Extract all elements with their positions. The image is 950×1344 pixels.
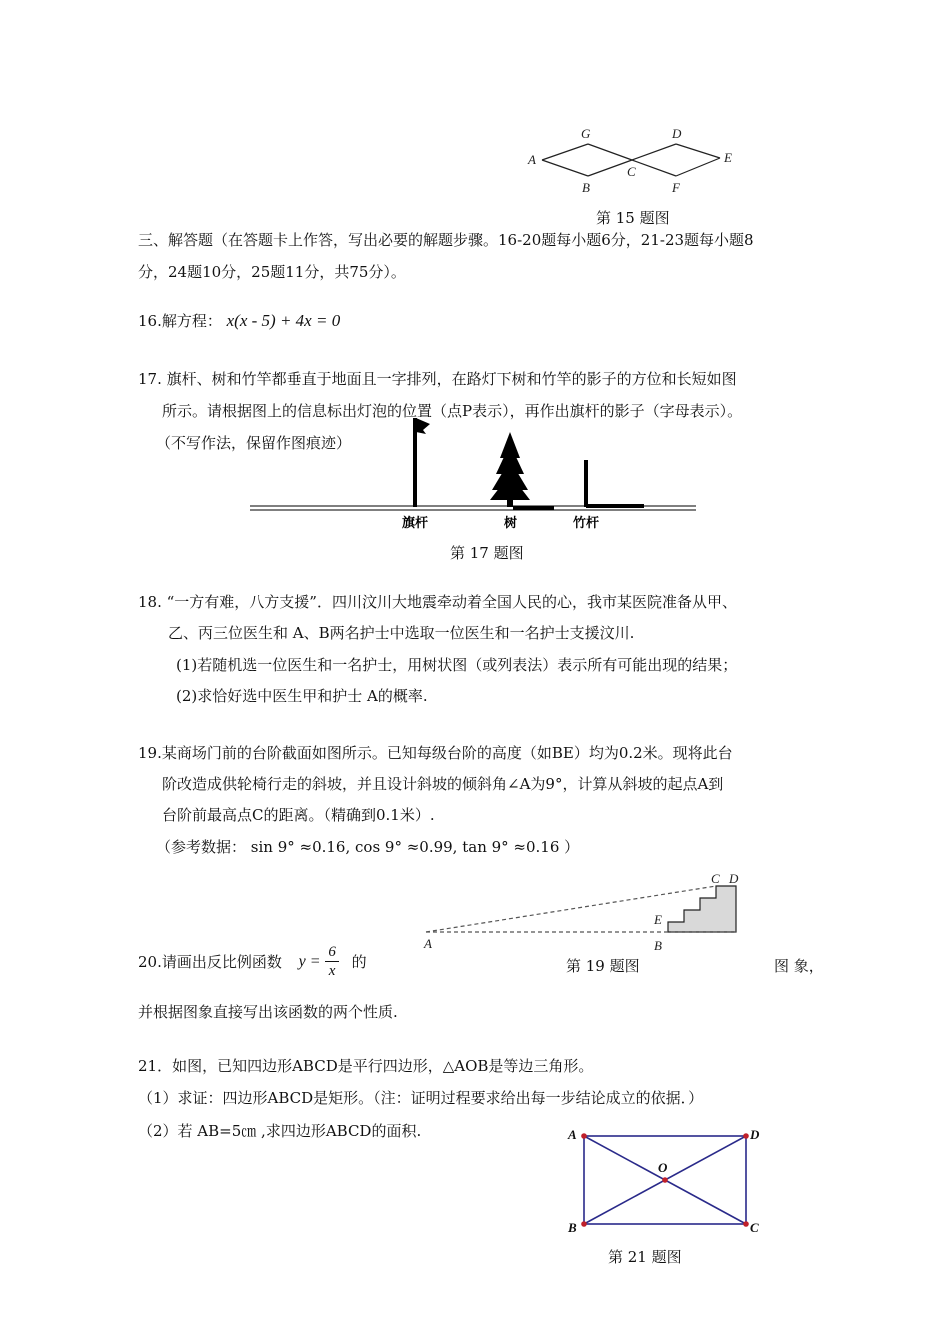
question-20 — [138, 943, 367, 980]
staircase — [668, 886, 736, 932]
point-label-G: G — [581, 126, 591, 141]
segment-DE — [676, 144, 720, 158]
question-20-line2: 并根据图象直接写出该函数的两个性质. — [138, 1003, 398, 1021]
question-20-right-text: 图 象， — [774, 957, 824, 975]
question-16 — [138, 310, 340, 331]
bamboo-label: 竹杆 — [573, 515, 600, 530]
question-19-line1: 19.某商场门前的台阶截面如图所示。已知每级台阶的高度（如BE）均为0.2米。现将此台 — [138, 744, 733, 762]
tree-label: 树 — [504, 515, 518, 530]
flagpole-label: 旗杆 — [402, 515, 429, 530]
question-20-fraction — [325, 943, 339, 980]
figure-17 — [248, 410, 698, 535]
question-20-prefix: 20.请画出反比例函数 — [138, 953, 282, 971]
point-label-B: B — [568, 1220, 577, 1235]
tree-icon — [490, 432, 530, 507]
figure-15 — [520, 120, 750, 200]
question-19-reference-data: （参考数据： sin 9° ≈0.16, cos 9° ≈0.99, tan 9° ≈0.16 ） — [156, 838, 580, 856]
fraction-numerator: 6 — [325, 943, 339, 962]
point-label-D: D — [672, 126, 682, 141]
question-18-line2: 乙、丙三位医生和 A、B两名护士中选取一位医生和一名护士支援汶川. — [168, 624, 635, 642]
question-16-label: 16.解方程： — [138, 312, 222, 330]
fraction-denominator: x — [328, 963, 336, 979]
point-label-D: D — [729, 872, 739, 886]
question-18-item2: (2)求恰好选中医生甲和护士 A的概率. — [176, 687, 428, 705]
question-17-line1: 17. 旗杆、树和竹竿都垂直于地面且一字排列，在路灯下树和竹竿的影子的方位和长短如图 — [138, 370, 737, 388]
segment-AG — [542, 144, 588, 160]
vertex-A — [581, 1133, 587, 1139]
question-17-line2: 所示。请根据图上的信息标出灯泡的位置（点P表示），再作出旗杆的影子（字母表示）。 — [162, 402, 743, 420]
vertex-B — [581, 1221, 587, 1227]
point-label-A: A — [568, 1127, 577, 1142]
segment-GC — [588, 144, 632, 160]
point-label-A: A — [528, 152, 536, 167]
figure-19 — [418, 872, 748, 954]
figure-21 — [560, 1122, 770, 1240]
section-3-heading-line2: 分，24题10分，25题11分，共75分）。 — [138, 263, 406, 281]
figure-15-caption: 第 15 题图 — [596, 209, 670, 227]
question-20-lhs: y = — [298, 952, 321, 970]
point-label-E: E — [724, 150, 732, 165]
question-21-line1: 21．如图，已知四边形ABCD是平行四边形，△AOB是等边三角形。 — [138, 1057, 594, 1075]
point-label-D: D — [750, 1127, 760, 1142]
point-label-C: C — [711, 872, 720, 886]
question-18-line1: 18. “一方有难，八方支援”．四川汶川大地震牵动着全国人民的心，我市某医院准备从甲、 — [138, 593, 737, 611]
question-19-line2: 阶改造成供轮椅行走的斜坡，并且设计斜坡的倾斜角∠A为9°，计算从斜坡的起点A到 — [162, 775, 724, 793]
point-label-B: B — [582, 180, 590, 195]
figure-21-caption: 第 21 题图 — [608, 1248, 682, 1266]
question-16-equation: x(x - 5) + 4x = 0 — [226, 311, 341, 330]
question-21-item1: （1）求证：四边形ABCD是矩形。（注：证明过程要求给出每一步结论成立的依据．） — [138, 1089, 704, 1107]
segment-FE — [676, 158, 720, 176]
segment-CD — [632, 144, 676, 160]
question-19-line3: 台阶前最高点C的距离。（精确到0.1米）. — [162, 806, 435, 824]
vertex-D — [743, 1133, 749, 1139]
point-label-O: O — [658, 1160, 668, 1175]
vertex-O — [662, 1177, 668, 1183]
segment-AB — [542, 160, 588, 176]
point-label-F: F — [672, 180, 680, 195]
figure-19-caption: 第 19 题图 — [566, 957, 640, 975]
question-21-item2: （2）若 AB=5㎝ ,求四边形ABCD的面积. — [138, 1122, 422, 1140]
point-label-A: A — [424, 936, 432, 951]
flag-icon — [416, 418, 430, 434]
point-label-C: C — [750, 1220, 759, 1235]
point-label-C: C — [627, 164, 636, 179]
question-17-line3: （不写作法，保留作图痕迹） — [156, 434, 352, 452]
point-label-B: B — [654, 938, 662, 953]
question-20-suffix: 的 — [351, 953, 367, 971]
question-18-item1: (1)若随机选一位医生和一名护士，用树状图（或列表法）表示所有可能出现的结果； — [176, 656, 738, 674]
figure-17-caption: 第 17 题图 — [450, 544, 524, 562]
segment-BC — [588, 160, 632, 176]
section-3-heading-line1: 三、解答题（在答题卡上作答，写出必要的解题步骤。16-20题每小题6分，21-23题每小题8 — [138, 231, 754, 249]
segment-CF — [632, 160, 676, 176]
point-label-E: E — [654, 912, 662, 927]
vertex-C — [743, 1221, 749, 1227]
